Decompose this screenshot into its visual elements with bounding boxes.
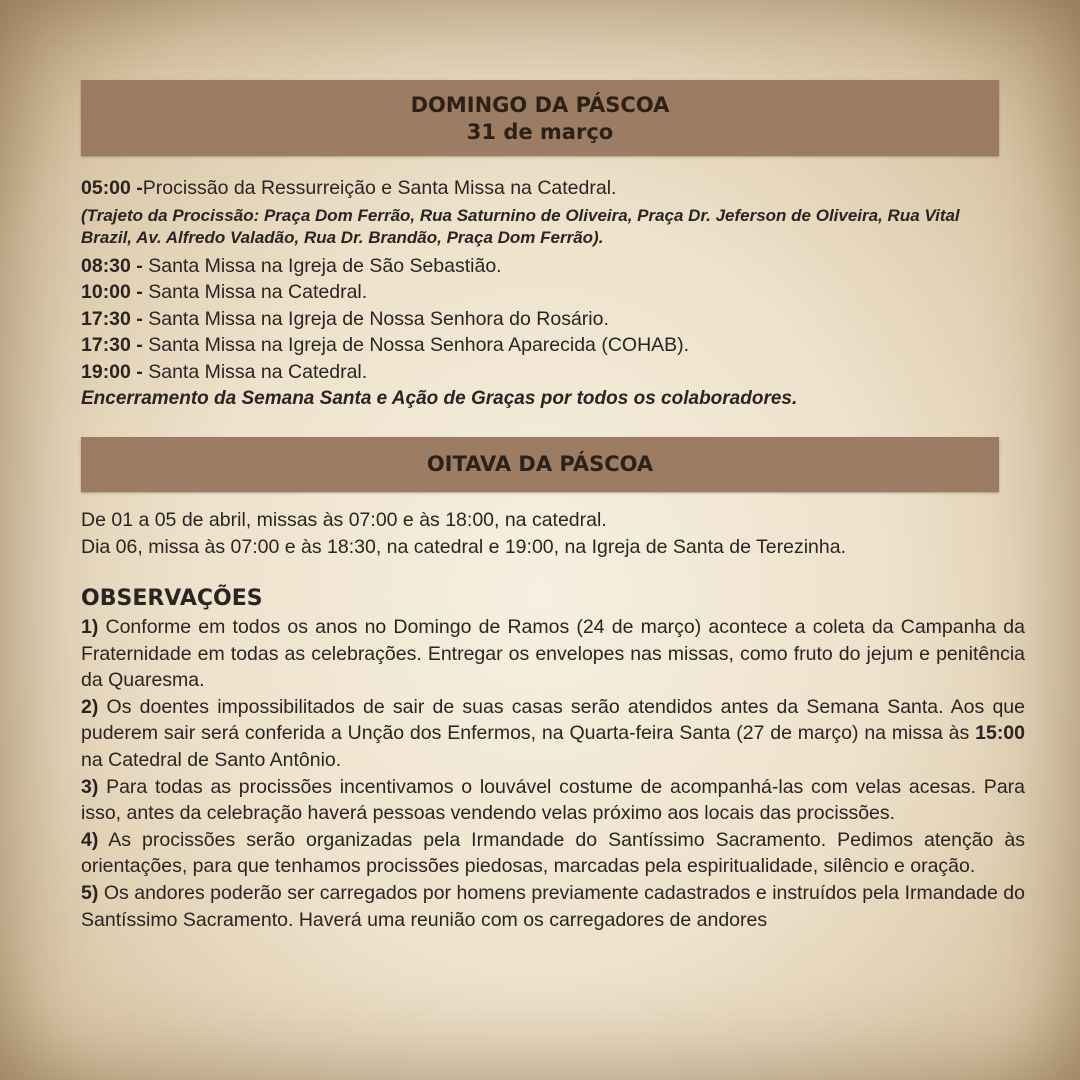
observation-item-5 [81, 880, 1025, 933]
schedule-entry [81, 175, 1025, 202]
item-number: 1) [81, 616, 99, 638]
entry-text: Santa Missa na Igreja de Nossa Senhora Aparecida (COHAB). [142, 334, 690, 356]
pascoa-banner [81, 80, 999, 156]
schedule-entry [81, 359, 1025, 386]
entry-time: 05:00 - [81, 177, 143, 199]
oitava-line: De 01 a 05 de abril, missas às 07:00 e às 18:00, na catedral. [81, 509, 607, 531]
observation-item-2 [81, 694, 1025, 774]
entry-time: 08:30 - [81, 254, 143, 277]
pascoa-title: DOMINGO DA PÁSCOA [410, 93, 670, 117]
entry-text: Santa Missa na Catedral. [142, 281, 368, 303]
pascoa-schedule [81, 175, 1025, 413]
schedule-entry [81, 253, 1025, 280]
entry-time: 17:30 - [81, 334, 143, 356]
item-number: 4) [81, 828, 99, 851]
entry-time: 17:30 - [81, 307, 143, 330]
item-text: Os andores poderão ser carregados por homens previamente cadastrados e instruídos pela Irmandade do Santíssimo Sacramento. Haverá uma reunião com os carregadores de andores [81, 881, 1025, 931]
oitava-title: OITAVA DA PÁSCOA [426, 452, 654, 476]
item-text: Os doentes impossibilitados de sair de suas casas serão atendidos antes da Semana Santa. Aos que puderem sair será conferida a Unção dos Enfermos, na Quarta-feira Santa (27 de março) na missa às [81, 695, 1025, 745]
schedule-entry [81, 332, 1025, 359]
entry-text: Santa Missa na Igreja de São Sebastião. [142, 254, 502, 277]
entry-text: Santa Missa na Catedral. [142, 360, 368, 383]
item-text: Conforme em todos os anos no Domingo de Ramos (24 de março) acontece a coleta da Campanha da Fraternidade em todas as celebrações. Entregar os envelopes nas missas, como fruto do jejum e penitência da Quaresma. [81, 616, 1025, 692]
procession-route: (Trajeto da Procissão: Praça Dom Ferrão, Rua Saturnino de Oliveira, Praça Dr. Jeferson de Oliveira, Rua Vital Brazil, Av. Alfredo Valadão, Rua Dr. Brandão, Praça Dom Ferrão). [81, 205, 960, 247]
entry-time: 10:00 - [81, 281, 143, 303]
pascoa-date: 31 de março [466, 120, 614, 144]
item-number: 2) [81, 695, 99, 718]
schedule-entry [81, 306, 1025, 333]
item-text: As procissões serão organizadas pela Irmandade do Santíssimo Sacramento. Pedimos atenção às orientações, para que tenhamos procissões piedosas, marcadas pela espiritualidade, silêncio e oração. [81, 828, 1025, 878]
item-number: 3) [81, 775, 99, 798]
oitava-banner [81, 437, 999, 492]
observations [81, 584, 1025, 933]
item-time-highlight: 15:00 [975, 722, 1025, 745]
item-text: Para todas as procissões incentivamos o louvável costume de acompanhá-las com velas acesas. Para isso, antes da celebração haverá pessoas vendendo velas próximo aos locais das procissões. [81, 775, 1025, 825]
closing-note: Encerramento da Semana Santa e Ação de Graças por todos os colaboradores. [81, 388, 798, 409]
item-text: na Catedral de Santo Antônio. [81, 748, 342, 771]
observation-item-3 [81, 774, 1025, 827]
observations-title: OBSERVAÇÕES [81, 586, 263, 611]
entry-text: Santa Missa na Igreja de Nossa Senhora do Rosário. [142, 307, 609, 330]
oitava-text [81, 507, 1025, 560]
entry-text: Procissão da Ressurreição e Santa Missa na Catedral. [142, 177, 617, 199]
observation-item-1 [81, 614, 1025, 694]
schedule-entry [81, 279, 1025, 306]
item-number: 5) [81, 881, 99, 904]
oitava-line: Dia 06, missa às 07:00 e às 18:30, na catedral e 19:00, na Igreja de Santa de Terezinha. [81, 535, 846, 558]
entry-time: 19:00 - [81, 360, 143, 383]
observation-item-4 [81, 827, 1025, 880]
